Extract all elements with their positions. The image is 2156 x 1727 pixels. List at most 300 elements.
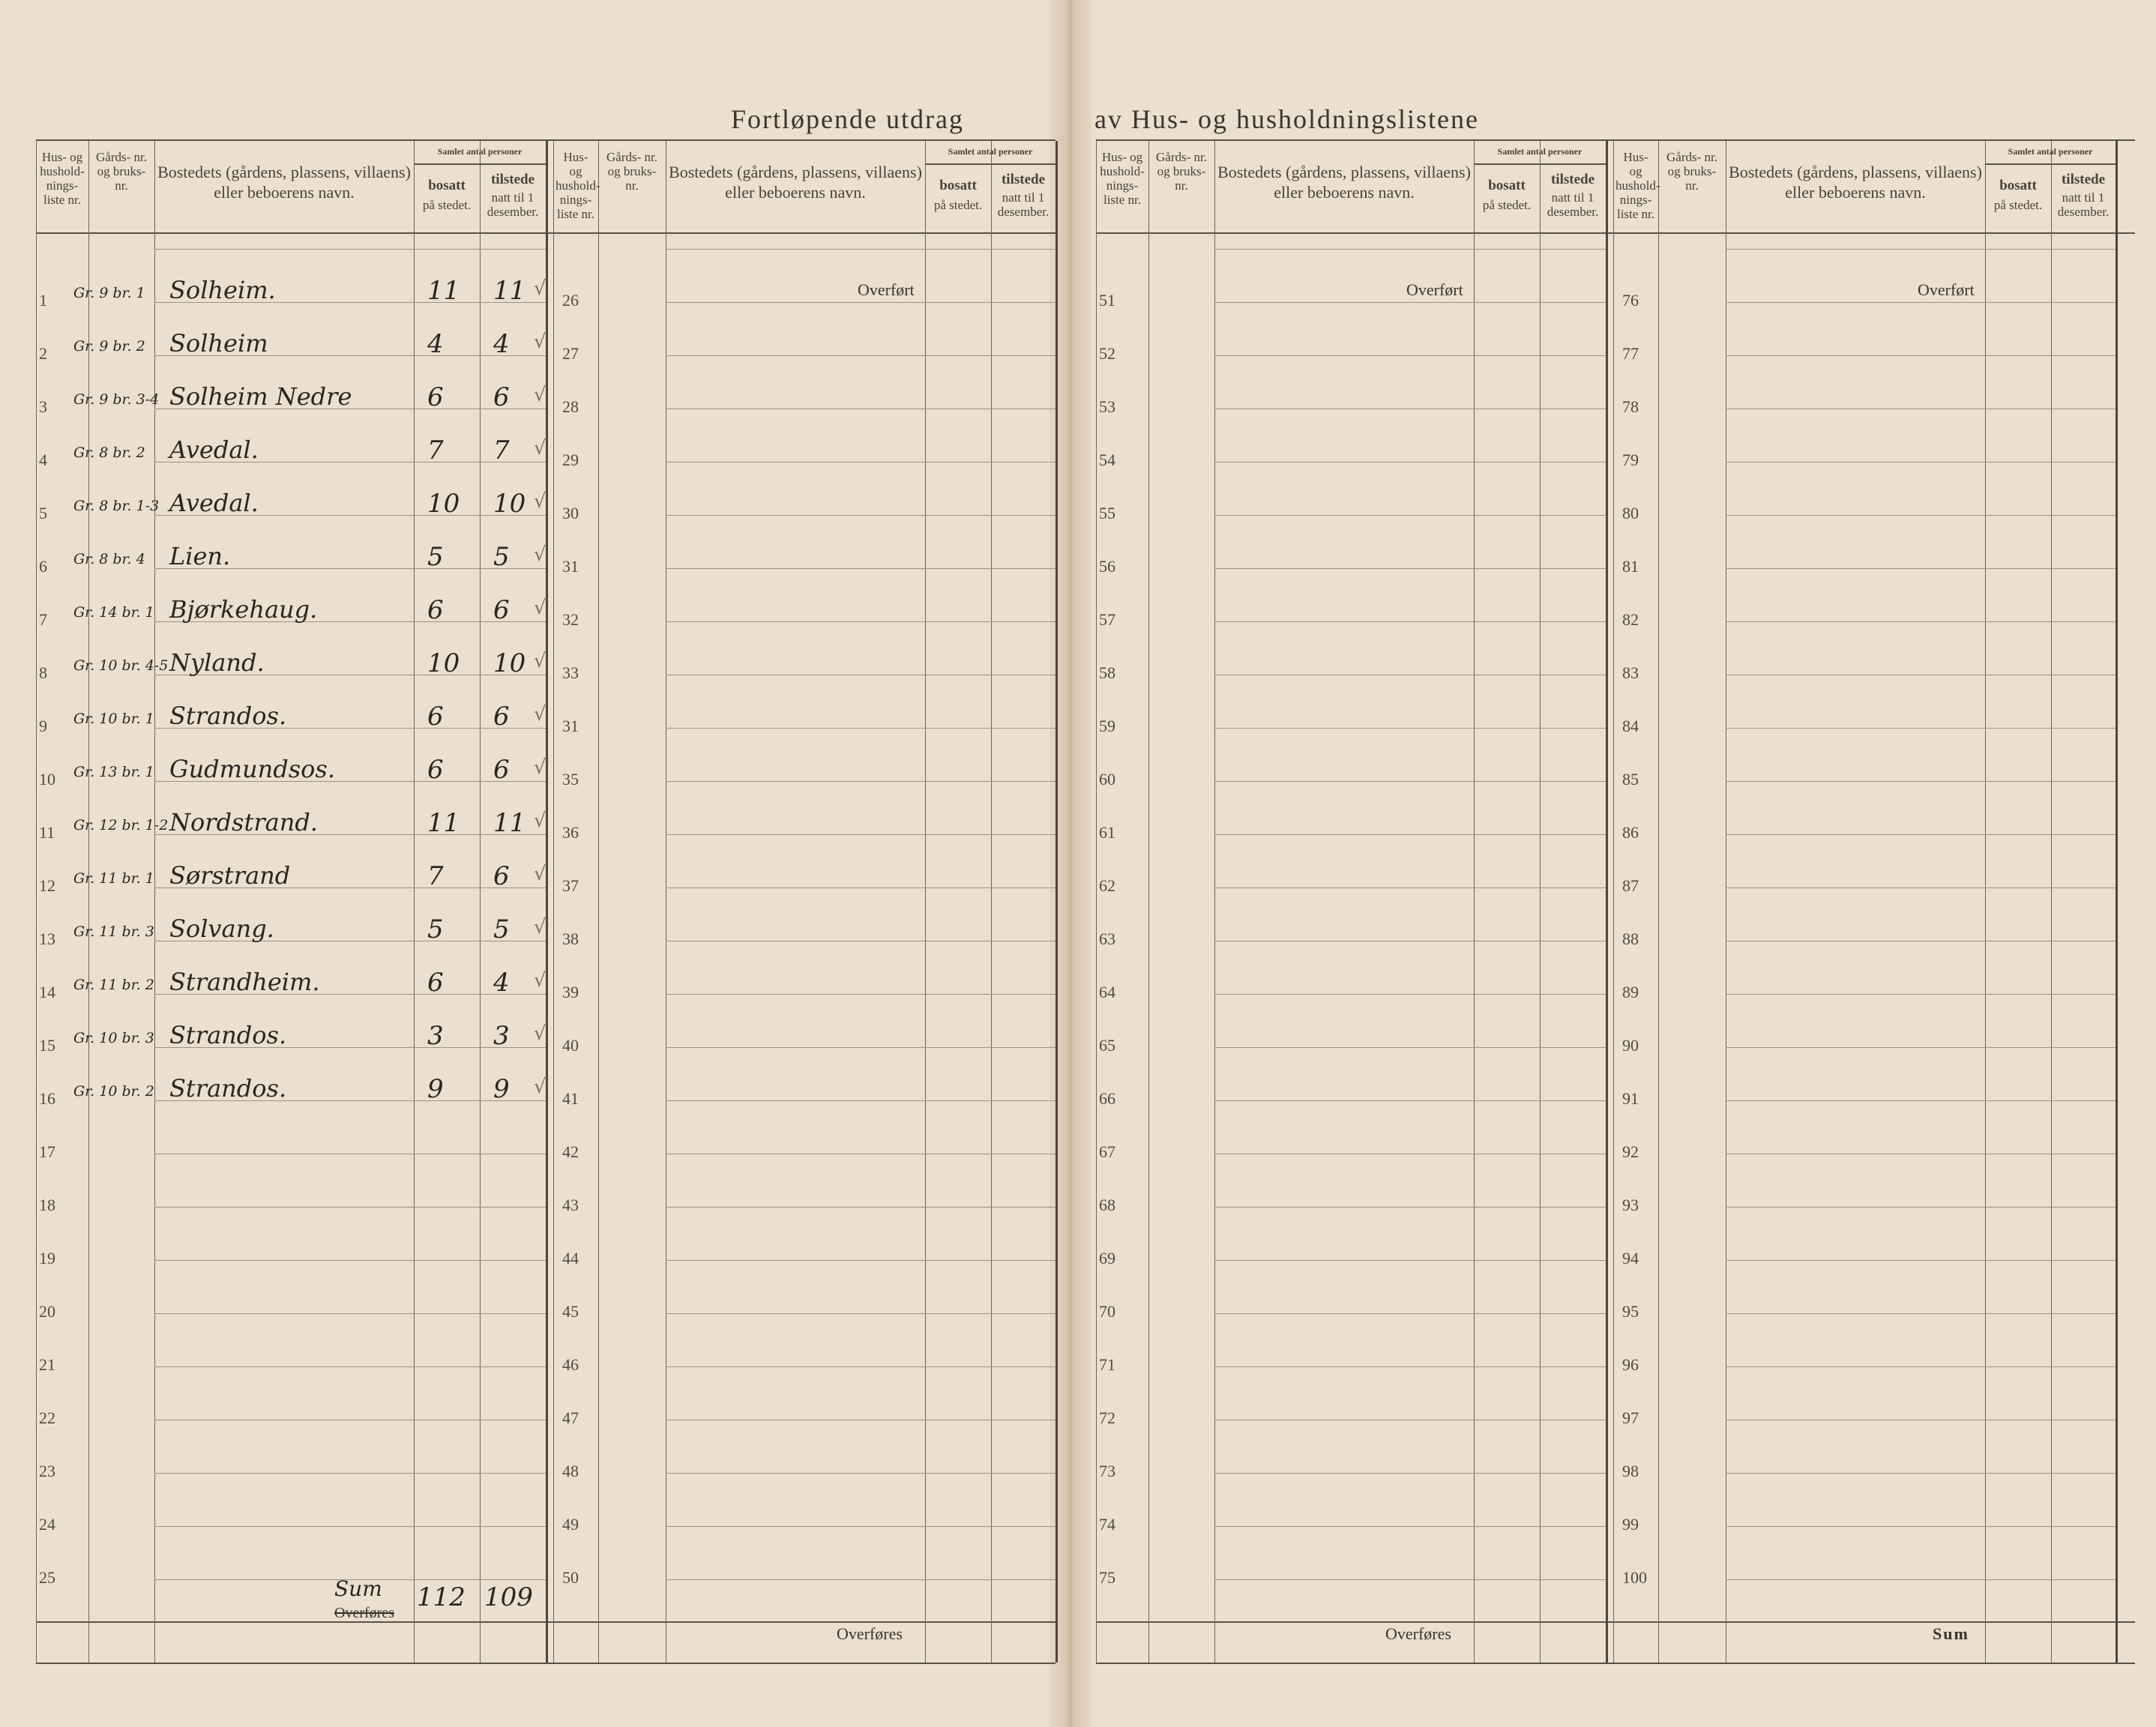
row-number: 46 [562, 1355, 579, 1374]
entry-name: Sørstrand [169, 861, 291, 890]
row-rule [1726, 781, 2116, 782]
column-rule [1540, 141, 1541, 1663]
entry-name: Lien. [169, 542, 231, 570]
row-number: 28 [562, 397, 579, 416]
entry-tilstede: 6 [493, 382, 510, 412]
row-rule [1726, 1366, 2116, 1367]
entry-gards-nr: Gr. 9 br. 3-4 [73, 391, 160, 408]
row-rule [1726, 1100, 2116, 1101]
row-number: 91 [1622, 1089, 1639, 1108]
column-rule [414, 141, 415, 1663]
entry-bosatt: 6 [427, 382, 444, 412]
entry-bosatt: 10 [427, 648, 460, 678]
row-rule [154, 1313, 546, 1314]
check-mark: √ [534, 490, 546, 513]
row-rule [1726, 1473, 2116, 1474]
header-group-rule [414, 163, 546, 165]
row-number: 85 [1622, 770, 1639, 789]
column-rule [1606, 141, 1608, 1663]
row-rule [666, 302, 1056, 303]
row-rule [1214, 302, 1606, 303]
row-number: 44 [562, 1249, 579, 1268]
check-mark: √ [534, 331, 546, 353]
row-number: 31 [562, 557, 579, 576]
row-rule [666, 355, 1056, 356]
entry-gards-nr: Gr. 10 br. 3 [73, 1030, 154, 1046]
row-number: 41 [562, 1089, 579, 1108]
entry-tilstede: 5 [493, 542, 510, 572]
table-right [1096, 139, 2135, 1664]
row-rule [666, 621, 1056, 622]
sum-handwritten: Sum [334, 1576, 382, 1601]
row-number: 56 [1099, 557, 1115, 576]
row-number: 19 [39, 1249, 55, 1268]
header-list-nr: Hus- og hushold- nings- liste nr. [555, 150, 600, 221]
entry-name: Strandos. [169, 1074, 287, 1103]
header-bottom-rule [1096, 232, 2135, 234]
entry-gards-nr: Gr. 8 br. 1-3 [73, 498, 160, 514]
row-rule [666, 781, 1056, 782]
column-rule [154, 141, 155, 1663]
entry-bosatt: 6 [427, 595, 444, 625]
row-number: 76 [1622, 291, 1639, 310]
row-number: 98 [1622, 1462, 1639, 1480]
row-rule [1726, 887, 2116, 888]
row-number: 58 [1099, 663, 1115, 682]
row-rule [1726, 568, 2116, 569]
row-number: 63 [1099, 929, 1115, 948]
row-rule [666, 994, 1056, 995]
column-rule [1985, 141, 1986, 1663]
title-right: av Hus- og husholdningslistene [1094, 104, 1479, 134]
row-number: 69 [1099, 1249, 1115, 1268]
row-rule [154, 249, 546, 250]
row-rule [154, 1207, 546, 1208]
row-number: 11 [39, 823, 55, 842]
row-number: 35 [562, 770, 579, 789]
column-rule [1214, 141, 1215, 1663]
row-number: 48 [562, 1462, 579, 1480]
entry-bosatt: 7 [427, 861, 444, 891]
row-rule [1214, 887, 1606, 888]
row-number: 16 [39, 1089, 55, 1108]
entry-tilstede: 10 [493, 648, 526, 678]
header-tilstede: tilstede [2061, 172, 2106, 187]
entry-gards-nr: Gr. 10 br. 1 [73, 711, 154, 727]
check-mark: √ [534, 703, 546, 726]
row-number: 66 [1099, 1089, 1115, 1108]
row-number: 78 [1622, 397, 1639, 416]
row-rule [1726, 1047, 2116, 1048]
row-rule [1214, 1526, 1606, 1527]
column-rule [2051, 141, 2052, 1663]
row-rule [1214, 1100, 1606, 1101]
row-rule [1726, 249, 2116, 250]
entry-name: Strandheim. [169, 968, 320, 996]
row-number: 7 [39, 610, 47, 629]
row-number: 71 [1099, 1355, 1115, 1374]
header-list-nr: Hus- og hushold- nings- liste nr. [1100, 150, 1145, 207]
row-number: 17 [39, 1142, 55, 1161]
row-number: 93 [1622, 1196, 1639, 1214]
header-list-nr: Hus- og hushold- nings- liste nr. [1616, 150, 1660, 221]
row-number: 51 [1099, 291, 1115, 310]
header-group-rule [925, 163, 1056, 165]
header-tilstede-sub: natt til 1 desember. [2057, 190, 2110, 219]
row-number: 39 [562, 983, 579, 1001]
entry-gards-nr: Gr. 12 br. 1-2 [73, 817, 169, 834]
row-rule [1214, 1579, 1606, 1580]
column-rule [1056, 141, 1058, 1663]
row-number: 52 [1099, 344, 1115, 363]
header-bosted-name: Bostedets (gårdens, plassens, villaens) eller beboerens navn. [157, 163, 411, 202]
row-number: 87 [1622, 876, 1639, 895]
row-number: 96 [1622, 1355, 1639, 1374]
check-mark: √ [534, 597, 546, 619]
row-number: 13 [39, 929, 55, 948]
entry-tilstede: 6 [493, 595, 510, 625]
row-rule [666, 728, 1056, 729]
header-samlet-antal: Samlet antal personer [948, 146, 1033, 157]
entry-tilstede: 5 [493, 914, 510, 944]
row-number: 25 [39, 1568, 55, 1587]
row-rule [1214, 621, 1606, 622]
row-number: 47 [562, 1408, 579, 1427]
entry-gards-nr: Gr. 8 br. 2 [73, 444, 145, 461]
check-mark: √ [534, 756, 546, 779]
row-rule [666, 1473, 1056, 1474]
entry-gards-nr: Gr. 9 br. 1 [73, 285, 145, 301]
header-bosatt-sub: på stedet. [933, 198, 983, 212]
check-mark: √ [534, 277, 546, 300]
entry-tilstede: 6 [493, 755, 510, 785]
row-number: 88 [1622, 929, 1639, 948]
row-number: 50 [562, 1568, 579, 1587]
header-bosatt-sub: på stedet. [1482, 198, 1532, 212]
entry-gards-nr: Gr. 9 br. 2 [73, 338, 145, 355]
header-list-nr: Hus- og hushold- nings- liste nr. [40, 150, 85, 207]
entry-tilstede: 4 [493, 329, 510, 359]
row-rule [1214, 1207, 1606, 1208]
row-number: 23 [39, 1462, 55, 1480]
entry-gards-nr: Gr. 11 br. 3 [73, 923, 154, 940]
row-number: 82 [1622, 610, 1639, 629]
check-mark: √ [534, 650, 546, 672]
row-number: 72 [1099, 1408, 1115, 1427]
total-bosatt: 112 [417, 1582, 466, 1612]
row-number: 37 [562, 876, 579, 895]
header-tilstede-sub: natt til 1 desember. [1547, 190, 1599, 219]
row-number: 55 [1099, 504, 1115, 522]
row-rule [666, 1526, 1056, 1527]
total-tilstede: 109 [484, 1582, 533, 1612]
overfort-label: Overført [1918, 280, 1975, 299]
row-rule [1726, 515, 2116, 516]
row-number: 86 [1622, 823, 1639, 842]
entry-name: Bjørkehaug. [169, 595, 318, 624]
entry-tilstede: 4 [493, 968, 510, 998]
row-rule [1726, 302, 2116, 303]
row-number: 3 [39, 397, 47, 416]
row-number: 67 [1099, 1142, 1115, 1161]
row-number: 75 [1099, 1568, 1115, 1587]
column-rule [991, 141, 992, 1663]
entry-name: Avedal. [169, 435, 259, 464]
entry-bosatt: 5 [427, 914, 444, 944]
entry-gards-nr: Gr. 8 br. 4 [73, 551, 145, 567]
entry-bosatt: 11 [427, 276, 460, 306]
row-number: 29 [562, 450, 579, 469]
header-gards-nr: Gårds- nr. og bruks- nr. [606, 150, 657, 193]
entry-bosatt: 5 [427, 542, 444, 572]
entry-name: Solheim. [169, 276, 276, 304]
entry-bosatt: 3 [427, 1021, 444, 1051]
row-number: 38 [562, 929, 579, 948]
row-number: 60 [1099, 770, 1115, 789]
header-bosatt-sub: på stedet. [1993, 198, 2043, 212]
row-rule [666, 1047, 1056, 1048]
column-rule [88, 141, 89, 1663]
header-gards-nr: Gårds- nr. og bruks- nr. [96, 150, 147, 193]
row-number: 26 [562, 291, 579, 310]
row-rule [1214, 728, 1606, 729]
entry-name: Strandos. [169, 1021, 287, 1049]
header-tilstede-sub: natt til 1 desember. [997, 190, 1050, 219]
row-number: 62 [1099, 876, 1115, 895]
row-rule [1214, 1260, 1606, 1261]
row-number: 59 [1099, 717, 1115, 735]
row-number: 70 [1099, 1302, 1115, 1321]
entry-name: Nyland. [169, 648, 265, 677]
check-mark: √ [534, 863, 546, 885]
row-rule [1726, 355, 2116, 356]
row-rule [1214, 994, 1606, 995]
entry-bosatt: 6 [427, 968, 444, 998]
row-number: 83 [1622, 663, 1639, 682]
row-number: 54 [1099, 450, 1115, 469]
row-rule [154, 1473, 546, 1474]
entry-tilstede: 11 [493, 808, 526, 838]
header-samlet-antal: Samlet antal personer [437, 146, 523, 157]
row-number: 95 [1622, 1302, 1639, 1321]
entry-name: Gudmundsos. [169, 755, 335, 783]
check-mark: √ [534, 437, 546, 459]
entry-gards-nr: Gr. 11 br. 2 [73, 977, 154, 993]
row-number: 99 [1622, 1515, 1639, 1534]
column-rule [480, 141, 481, 1663]
row-rule [666, 1100, 1056, 1101]
header-bosted-name: Bostedets (gårdens, plassens, villaens) eller beboerens navn. [669, 163, 922, 202]
row-number: 4 [39, 450, 47, 469]
column-rule [598, 141, 599, 1663]
row-rule [666, 1207, 1056, 1208]
column-rule [925, 141, 926, 1663]
row-number: 42 [562, 1142, 579, 1161]
row-number: 14 [39, 983, 55, 1001]
row-rule [1726, 1260, 2116, 1261]
entry-bosatt: 4 [427, 329, 444, 359]
row-rule [1726, 728, 2116, 729]
row-rule [666, 887, 1056, 888]
row-rule [666, 1313, 1056, 1314]
entry-tilstede: 3 [493, 1021, 510, 1051]
row-number: 9 [39, 717, 47, 735]
title-left: Fortløpende utdrag [731, 104, 964, 134]
row-rule [1214, 515, 1606, 516]
row-rule [154, 1526, 546, 1527]
row-number: 100 [1622, 1568, 1647, 1587]
row-rule [1726, 1579, 2116, 1580]
entry-gards-nr: Gr. 10 br. 4-5 [73, 657, 169, 674]
check-mark: √ [534, 1076, 546, 1098]
header-bosatt: bosatt [1488, 178, 1526, 193]
row-number: 65 [1099, 1036, 1115, 1055]
entry-tilstede: 7 [493, 435, 510, 465]
row-number: 49 [562, 1515, 579, 1534]
sum-label: Sum [1933, 1624, 1969, 1643]
row-number: 33 [562, 663, 579, 682]
row-number: 64 [1099, 983, 1115, 1001]
row-rule [1726, 621, 2116, 622]
row-rule [666, 249, 1056, 250]
column-rule [1613, 141, 1614, 1663]
row-number: 43 [562, 1196, 579, 1214]
entry-tilstede: 11 [493, 276, 526, 306]
entry-name: Strandos. [169, 702, 287, 730]
header-tilstede: tilstede [1550, 172, 1595, 187]
row-rule [666, 1260, 1056, 1261]
row-number: 74 [1099, 1515, 1115, 1534]
entry-tilstede: 9 [493, 1074, 510, 1104]
entry-name: Solheim [169, 329, 268, 358]
header-bosted-name: Bostedets (gårdens, plassens, villaens) eller beboerens navn. [1217, 163, 1471, 202]
overfort-label: Overført [858, 280, 915, 299]
header-bosatt: bosatt [1999, 178, 2037, 193]
row-number: 94 [1622, 1249, 1639, 1268]
row-rule [666, 1579, 1056, 1580]
row-number: 5 [39, 504, 47, 522]
header-bosatt-sub: på stedet. [422, 198, 472, 212]
entry-tilstede: 10 [493, 489, 526, 519]
header-group-rule [1985, 163, 2116, 165]
row-number: 81 [1622, 557, 1639, 576]
row-number: 92 [1622, 1142, 1639, 1161]
entry-tilstede: 6 [493, 861, 510, 891]
entry-name: Solvang. [169, 914, 274, 943]
row-rule [1214, 1047, 1606, 1048]
entry-name: Nordstrand. [169, 808, 318, 837]
column-rule [1148, 141, 1149, 1663]
check-mark: √ [534, 969, 546, 992]
row-number: 77 [1622, 344, 1639, 363]
row-number: 12 [39, 876, 55, 895]
row-number: 1 [39, 291, 47, 310]
header-gards-nr: Gårds- nr. og bruks- nr. [1156, 150, 1207, 193]
header-tilstede: tilstede [1001, 172, 1046, 187]
header-tilstede: tilstede [490, 172, 535, 187]
row-rule [666, 834, 1056, 835]
check-mark: √ [534, 543, 546, 566]
entry-name: Avedal. [169, 489, 259, 517]
right-page [1079, 0, 2156, 1727]
row-number: 97 [1622, 1408, 1639, 1427]
row-number: 32 [562, 610, 579, 629]
check-mark: √ [534, 1022, 546, 1045]
row-number: 24 [39, 1515, 55, 1534]
row-number: 73 [1099, 1462, 1115, 1480]
row-number: 53 [1099, 397, 1115, 416]
header-bosatt: bosatt [939, 178, 977, 193]
check-mark: √ [534, 916, 546, 938]
overfort-label: Overført [1406, 280, 1463, 299]
row-number: 18 [39, 1196, 55, 1214]
row-rule [1726, 834, 2116, 835]
entry-gards-nr: Gr. 11 br. 1 [73, 870, 154, 887]
row-rule [1214, 1473, 1606, 1474]
header-bosted-name: Bostedets (gårdens, plassens, villaens) eller beboerens navn. [1729, 163, 1982, 202]
row-number: 2 [39, 344, 47, 363]
row-number: 27 [562, 344, 579, 363]
row-number: 31 [562, 717, 579, 735]
check-mark: √ [534, 384, 546, 406]
check-mark: √ [534, 810, 546, 832]
entry-gards-nr: Gr. 13 br. 1 [73, 764, 154, 780]
row-number: 21 [39, 1355, 55, 1374]
entry-name: Solheim Nedre [169, 382, 352, 411]
row-rule [1214, 249, 1606, 250]
row-rule [1214, 1313, 1606, 1314]
row-rule [1726, 1207, 2116, 1208]
row-number: 61 [1099, 823, 1115, 842]
entry-bosatt: 6 [427, 755, 444, 785]
row-rule [1726, 994, 2116, 995]
row-number: 57 [1099, 610, 1115, 629]
row-rule [1214, 355, 1606, 356]
row-rule [1726, 1526, 2116, 1527]
header-tilstede-sub: natt til 1 desember. [487, 190, 539, 219]
header-group-rule [1474, 163, 1606, 165]
column-rule [1096, 141, 1097, 1663]
row-number: 80 [1622, 504, 1639, 522]
row-rule [154, 1260, 546, 1261]
row-number: 36 [562, 823, 579, 842]
overfores-label-2: Overføres [837, 1624, 903, 1643]
column-rule [2116, 141, 2118, 1663]
row-number: 20 [39, 1302, 55, 1321]
table-left [36, 139, 1056, 1664]
row-rule [666, 568, 1056, 569]
entry-bosatt: 6 [427, 702, 444, 732]
entry-tilstede: 6 [493, 702, 510, 732]
overfores-label-1: Overføres [334, 1605, 394, 1621]
header-samlet-antal: Samlet antal personer [2008, 146, 2093, 157]
row-rule [666, 515, 1056, 516]
entry-gards-nr: Gr. 14 br. 1 [73, 604, 154, 621]
row-number: 40 [562, 1036, 579, 1055]
entry-bosatt: 9 [427, 1074, 444, 1104]
column-rule [1658, 141, 1659, 1663]
entry-bosatt: 11 [427, 808, 460, 838]
row-rule [1726, 1313, 2116, 1314]
row-number: 84 [1622, 717, 1639, 735]
footer-rule [1096, 1621, 2135, 1623]
row-number: 6 [39, 557, 47, 576]
header-gards-nr: Gårds- nr. og bruks- nr. [1666, 150, 1717, 193]
row-number: 30 [562, 504, 579, 522]
row-rule [1214, 781, 1606, 782]
row-number: 15 [39, 1036, 55, 1055]
entry-bosatt: 7 [427, 435, 444, 465]
